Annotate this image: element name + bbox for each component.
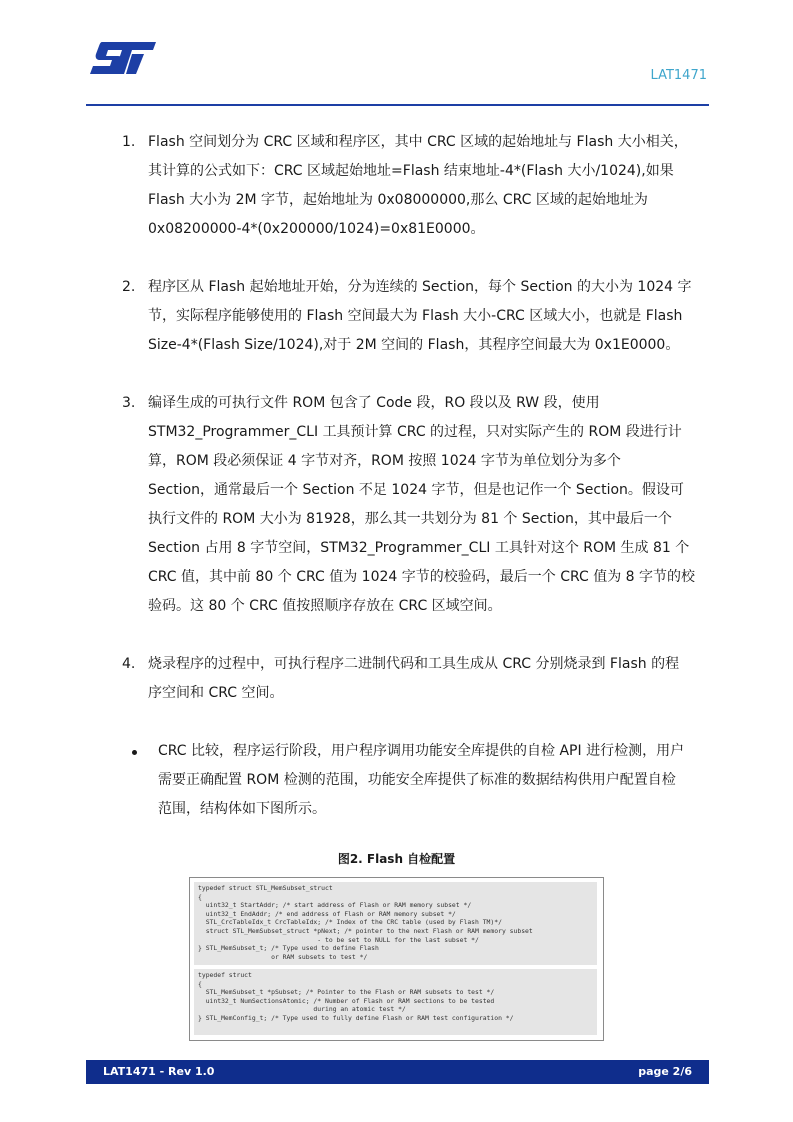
item-number: 1. xyxy=(122,134,136,150)
code-block-memconfig: typedef struct { STL_MemSubset_t *pSubset; /* Pointer to the Flash or RAM subsets to test */ uint32_t NumSectionsAtomic; /* Number of Flash or RAM sections to be tested during an atomic test */ } STL_MemConfig_t; /* Type used to fully define Flash or RAM test configuration */ xyxy=(194,969,597,1035)
bullet-line: 需要正确配置 ROM 检测的范围，功能安全库提供了标准的数据结构供用户配置自检 xyxy=(158,772,676,788)
item-line: STM32_Programmer_CLI 工具预计算 CRC 的过程，只对实际产生的 ROM 段进行计 xyxy=(148,424,682,440)
bullet-line: CRC 比较，程序运行阶段，用户程序调用功能安全库提供的自检 API 进行检测，用户 xyxy=(158,743,685,759)
list-item xyxy=(122,650,707,708)
figure-caption: 图2. Flash 自检配置 xyxy=(337,852,456,866)
item-line: CRC 值，其中前 80 个 CRC 值为 1024 字节的校验码，最后一个 CRC 值为 8 字节的校 xyxy=(148,569,696,585)
code-figure xyxy=(189,877,604,1041)
list-item xyxy=(122,128,707,244)
document-id: LAT1471 xyxy=(650,68,707,83)
item-number: 3. xyxy=(122,395,136,411)
item-line: 序空间和 CRC 空间。 xyxy=(148,685,284,701)
item-line: 烧录程序的过程中，可执行程序二进制代码和工具生成从 CRC 分别烧录到 Flash 的程 xyxy=(148,656,680,672)
item-number: 2. xyxy=(122,279,136,295)
item-line: 编译生成的可执行文件 ROM 包含了 Code 段，RO 段以及 RW 段，使用 xyxy=(148,395,600,411)
item-line: 执行文件的 ROM 大小为 81928，那么其一共划分为 81 个 Section，其中最后一个 xyxy=(148,511,672,527)
item-line: Section，通常最后一个 Section 不足 1024 字节，但是也记作一个 Section。假设可 xyxy=(148,482,684,498)
item-line: 程序区从 Flash 起始地址开始，分为连续的 Section，每个 Section 的大小为 1024 字 xyxy=(148,279,692,295)
st-logo xyxy=(88,40,158,76)
item-line: Section 占用 8 字节空间，STM32_Programmer_CLI 工具针对这个 ROM 生成 81 个 xyxy=(148,540,690,556)
item-line: 其计算的公式如下：CRC 区域起始地址=Flash 结束地址-4*(Flash 大小/1024),如果 xyxy=(148,163,674,179)
item-line: 节，实际程序能够使用的 Flash 空间最大为 Flash 大小-CRC 区域大小，也就是 Flash xyxy=(148,308,683,324)
footer-bar xyxy=(86,1060,709,1084)
item-line: 算，ROM 段必须保证 4 字节对齐，ROM 按照 1024 字节为单位划分为多个 xyxy=(148,453,621,469)
bullet-item xyxy=(122,737,707,824)
item-line: 验码。这 80 个 CRC 值按照顺序存放在 CRC 区域空间。 xyxy=(148,598,502,614)
bullet-line: 范围，结构体如下图所示。 xyxy=(158,801,326,817)
body-content xyxy=(122,128,707,824)
item-line: Flash 空间划分为 CRC 区域和程序区，其中 CRC 区域的起始地址与 Flash 大小相关， xyxy=(148,134,688,150)
list-item xyxy=(122,273,707,360)
header-rule xyxy=(86,104,709,106)
item-line: Size-4*(Flash Size/1024),对于 2M 空间的 Flash，其程序空间最大为 0x1E0000。 xyxy=(148,337,680,353)
footer-page-number: page 2/6 xyxy=(638,1065,692,1078)
code-block-memsubset: typedef struct STL_MemSubset_struct { uint32_t StartAddr; /* start address of Flash or RAM memory subset */ uint32_t EndAddr; /* end address of Flash or RAM memory subset */ STL_CrcTableIdx_t CrcTableIdx; /* Index of the CRC table (used by Flash TM)*/ struct STL_MemSubset_struct *pNext; /* pointer to the next Flash or RAM memory subset - to be set to NULL for the last subset */ } STL_MemSubset_t; /* Type used to define Flash or RAM subsets to test */ xyxy=(194,882,597,965)
item-line: Flash 大小为 2M 字节，起始地址为 0x08000000,那么 CRC 区域的起始地址为 xyxy=(148,192,648,208)
item-number: 4. xyxy=(122,656,136,672)
footer-doc-rev: LAT1471 - Rev 1.0 xyxy=(103,1065,215,1078)
list-item xyxy=(122,389,707,621)
item-line: 0x08200000-4*(0x200000/1024)=0x81E0000。 xyxy=(148,221,485,237)
bullet-dot-icon xyxy=(132,750,137,755)
